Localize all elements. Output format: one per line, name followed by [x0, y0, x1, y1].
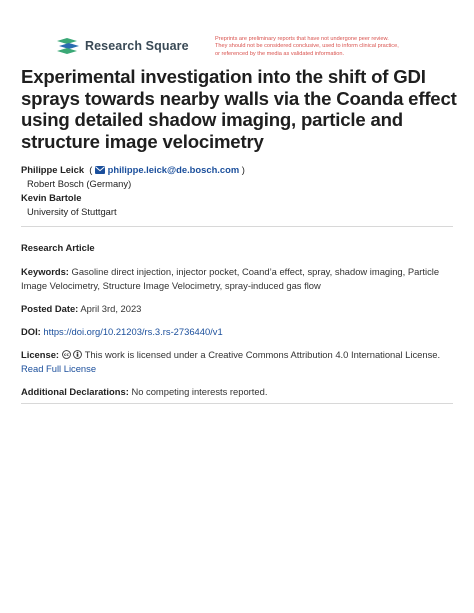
author-entry [21, 163, 461, 177]
header [0, 0, 474, 62]
article-title [21, 66, 461, 152]
paren-close: ) [241, 164, 245, 175]
additional-declarations [21, 385, 453, 399]
doi-link[interactable]: https://doi.org/10.21203/rs.3.rs-2736440/v1 [43, 326, 223, 337]
posted-date-value: April 3rd, 2023 [80, 303, 142, 314]
disclaimer-line: Preprints are preliminary reports that have not undergone peer review. [215, 36, 389, 42]
declarations-label: Additional Declarations: [21, 386, 129, 397]
title-line: sprays towards nearby walls via the Coanda effect [21, 87, 457, 109]
declarations-value: No competing interests reported. [131, 386, 268, 397]
keywords-label: Keywords: [21, 266, 69, 277]
divider [21, 226, 453, 227]
keywords-text: Image Velocimetry, Structure Image Velocimetry, spray-induced gas flow [21, 279, 321, 291]
article-type [21, 241, 453, 255]
license-text: This work is licensed under a Creative Commons Attribution 4.0 International License. [84, 349, 441, 360]
keywords [21, 265, 453, 292]
author-name: Philippe Leick [21, 164, 85, 175]
title-line: using detailed shadow imaging, particle and [21, 109, 403, 130]
title-line: Experimental investigation into the shift of GDI [21, 66, 426, 87]
license-label: License: [21, 349, 60, 360]
posted-date [21, 302, 453, 316]
author-email-link[interactable]: philippe.leick@de.bosch.com [107, 164, 240, 175]
author-name: Kevin Bartole [21, 192, 82, 203]
paren-open: ( [86, 164, 93, 175]
posted-date-label: Posted Date: [21, 303, 79, 314]
author-affiliation: University of Stuttgart [27, 206, 117, 217]
doi [21, 325, 453, 339]
disclaimer-line: or referenced by the media as validated information. [215, 50, 345, 57]
doi-label: DOI: [21, 326, 41, 337]
title-line: structure image velocimetry [21, 130, 264, 152]
email-icon [95, 166, 105, 174]
keywords-text: Gasoline direct injection, injector pocket, Coand’a effect, spray, shadow imaging, Particle [71, 266, 440, 277]
author-affiliation: Robert Bosch (Germany) [27, 178, 132, 189]
read-full-license-link[interactable]: Read Full License [21, 362, 97, 374]
authors-block [21, 163, 461, 219]
research-square-logo[interactable] [57, 38, 189, 54]
license [21, 348, 453, 375]
research-square-logo-icon [57, 38, 81, 54]
divider [21, 403, 453, 404]
article-type-label: Research Article [21, 242, 95, 253]
creative-commons-icon [62, 350, 71, 359]
disclaimer-line: They should not be considered conclusive, used to inform clinical practice, [215, 43, 399, 50]
logo-text: Research Square [85, 39, 189, 53]
preprint-disclaimer [215, 36, 450, 58]
attribution-icon [73, 350, 82, 359]
svg-text:cc: cc [63, 352, 69, 358]
